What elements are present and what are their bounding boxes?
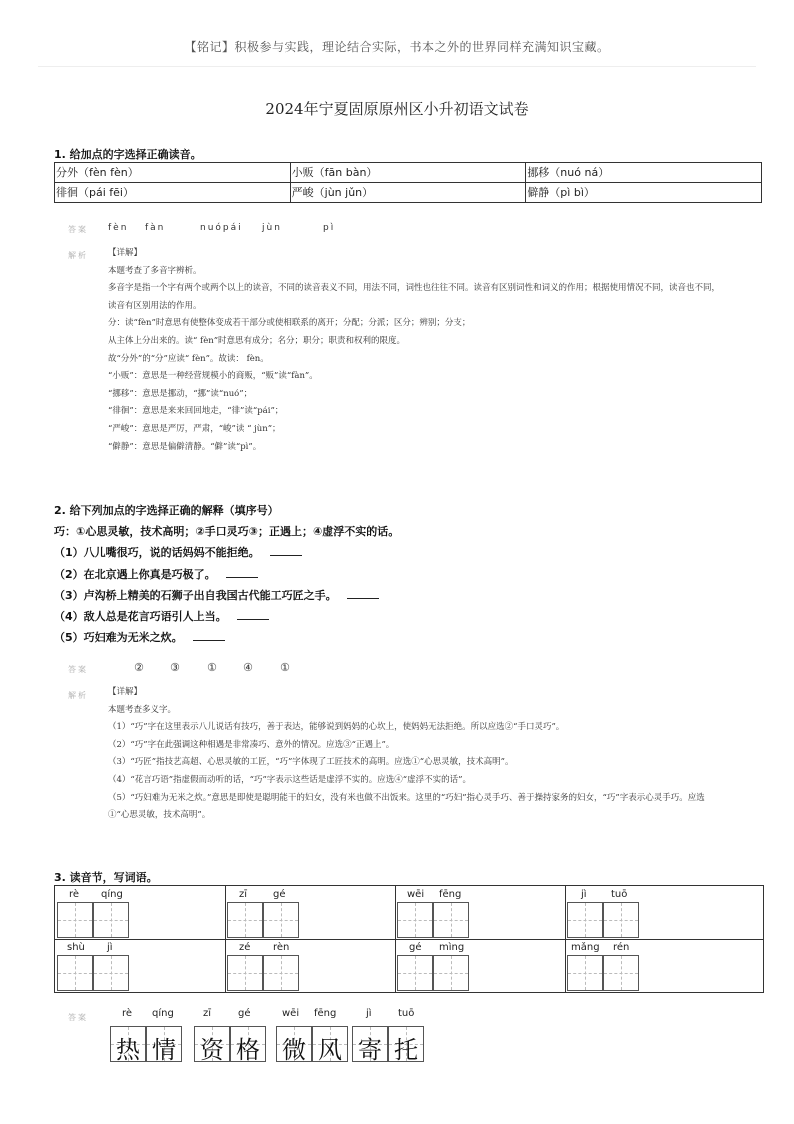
answer-character: 资	[200, 1036, 224, 1064]
answer-box	[352, 1026, 388, 1062]
pinyin-label: rèn	[273, 942, 290, 953]
writing-box[interactable]	[397, 955, 433, 991]
pinyin-label: gé	[273, 889, 286, 900]
question-2-item	[54, 587, 379, 603]
writing-box[interactable]	[603, 902, 639, 938]
answer-item: fèn	[108, 223, 129, 233]
answer-box	[230, 1026, 266, 1062]
answer-blank[interactable]	[347, 588, 379, 599]
answer-character: 寄	[358, 1036, 382, 1064]
pinyin-label: shù	[67, 942, 85, 953]
answer-box	[110, 1026, 146, 1062]
answer-blank[interactable]	[237, 609, 269, 620]
detail-heading: 【详解】	[108, 687, 143, 697]
pinyin-label: jì	[107, 942, 113, 953]
pinyin-label: gé	[409, 942, 422, 953]
pinyin-label: wēi	[282, 1008, 300, 1019]
question-1-answers	[108, 223, 408, 235]
header-divider	[38, 66, 756, 67]
question-3-heading: 3. 读音节，写词语。	[54, 871, 158, 884]
question-2-item	[54, 544, 302, 560]
answer-box	[194, 1026, 230, 1062]
question-2-item	[54, 566, 258, 582]
answer-character: 热	[116, 1036, 140, 1064]
analysis-line: “挪移”：意思是挪动，“挪”读“nuó”；	[108, 388, 253, 399]
question-2-options: 巧：①心思灵敏，技术高明；②手口灵巧③；正遇上；④虚浮不实的话。	[54, 525, 400, 538]
answer-item: ④	[243, 661, 253, 674]
analysis-line: （1）“巧”字在这里表示八儿说话有技巧，善于表达，能够说到妈妈的心坎上，使妈妈无法拒绝。所以应选②“手口灵巧”。	[108, 722, 565, 733]
writing-box[interactable]	[57, 955, 93, 991]
pinyin-label: fēng	[439, 889, 462, 900]
question-2-item	[54, 608, 269, 624]
question-2-analysis	[108, 684, 720, 825]
answer-character: 微	[282, 1036, 306, 1064]
writing-box[interactable]	[263, 955, 299, 991]
answer-item: jùn	[262, 223, 282, 233]
answer-character: 情	[152, 1036, 176, 1064]
pinyin-label: zī	[239, 889, 248, 900]
item-text: （2）在北京遇上你真是巧极了。	[54, 568, 216, 581]
answer-item: nuópái	[200, 223, 243, 233]
table-cell: 僻静（pì bì）	[526, 183, 762, 203]
header-motto: 【铭记】积极参与实践，理论结合实际，书本之外的世界同样充满知识宝藏。	[184, 40, 610, 54]
table-cell: 小贩（fān bàn）	[290, 163, 526, 183]
writing-box[interactable]	[93, 955, 129, 991]
answer-label: 答案	[68, 1013, 88, 1022]
question-2-answers	[0, 661, 794, 677]
pinyin-label: qíng	[101, 889, 123, 900]
answer-item: ①	[280, 661, 290, 674]
writing-box[interactable]	[263, 902, 299, 938]
answer-pinyin-row	[0, 1008, 794, 1022]
answer-item: fàn	[145, 223, 166, 233]
question-2-item	[54, 629, 225, 645]
question-2-heading: 2. 给下列加点的字选择正确的解释（填序号）	[54, 504, 279, 517]
analysis-line: （5）“巧妇难为无米之炊。”意思是即使是聪明能干的妇女，没有米也做不出饭来。这里的“巧妇”指心灵手巧、善于操持家务的妇女，“巧”字表示心灵手巧。应选①“心思灵敏，技术高明”。	[108, 792, 705, 821]
analysis-label: 解析	[68, 691, 88, 700]
writing-box[interactable]	[397, 902, 433, 938]
analysis-line: 本题考查多义字。	[108, 704, 177, 715]
answer-box	[388, 1026, 424, 1062]
table-cell: 分外（fèn fèn）	[55, 163, 291, 183]
item-text: （1）八儿嘴很巧，说的话妈妈不能拒绝。	[54, 546, 260, 559]
page-title: 2024年宁夏固原原州区小升初语文试卷	[265, 100, 529, 118]
pinyin-label: tuō	[398, 1008, 415, 1019]
table-cell: 挪移（nuó ná）	[526, 163, 762, 183]
pinyin-label: rè	[69, 889, 80, 900]
table-row	[55, 163, 762, 183]
writing-box[interactable]	[227, 955, 263, 991]
answer-label: 答案	[68, 665, 88, 674]
writing-box[interactable]	[567, 902, 603, 938]
pinyin-label: wēi	[407, 889, 425, 900]
pinyin-label: gé	[238, 1008, 251, 1019]
analysis-line: 本题考查了多音字辨析。	[108, 265, 202, 276]
answer-label: 答案	[68, 225, 88, 234]
answer-character-row	[0, 1022, 794, 1062]
writing-box[interactable]	[567, 955, 603, 991]
pinyin-label: zé	[239, 942, 251, 953]
answer-item: pì	[323, 223, 336, 233]
analysis-label: 解析	[68, 251, 88, 260]
answer-item: ①	[207, 661, 217, 674]
writing-box[interactable]	[227, 902, 263, 938]
answer-character: 风	[318, 1036, 342, 1064]
pinyin-label: jì	[366, 1008, 372, 1019]
pinyin-label: mìng	[439, 942, 465, 953]
analysis-line: （4）“花言巧语”指虚假而动听的话，“巧”字表示这些话是虚浮不实的。应选④“虚浮不实的话”。	[108, 774, 471, 785]
detail-heading: 【详解】	[108, 248, 143, 258]
answer-character: 托	[394, 1036, 418, 1064]
answer-blank[interactable]	[270, 545, 302, 556]
answer-item: ③	[170, 661, 180, 674]
pinyin-label: tuō	[611, 889, 628, 900]
question-1-table	[54, 162, 762, 203]
answer-box	[276, 1026, 312, 1062]
analysis-line: 故“分外”的“分”应读“ fèn”。故读： fèn。	[108, 353, 269, 364]
answer-box	[312, 1026, 348, 1062]
answer-blank[interactable]	[226, 567, 258, 578]
item-text: （5）巧妇难为无米之炊。	[54, 631, 183, 644]
answer-item: ②	[134, 661, 144, 674]
analysis-line: 多音字是指一个字有两个或两个以上的读音，不同的读音表义不同，用法不同，词性也往往不同。读音有区别词性和词义的作用；根据使用情况不同，读音也不同，读音有区别用法的作用。	[108, 283, 721, 311]
item-text: （3）卢沟桥上精美的石狮子出自我国古代能工巧匠之手。	[54, 589, 337, 602]
pinyin-label: zī	[203, 1008, 212, 1019]
analysis-line: 分：读“fèn”时意思有使整体变成若干部分或使相联系的离开；分配；分派；区分；辨别；分支；	[108, 318, 471, 329]
table-cell: 徘徊（pái fēi）	[55, 183, 291, 203]
analysis-line: 从主体上分出来的。读“ fèn”时意思有成分；名分；职分；职责和权利的限度。	[108, 335, 406, 346]
item-text: （4）敌人总是花言巧语引人上当。	[54, 610, 227, 623]
answer-blank[interactable]	[193, 630, 225, 641]
analysis-line: “严峻”：意思是严厉，严肃，“峻”读 “ jùn”；	[108, 423, 281, 434]
writing-box[interactable]	[433, 955, 469, 991]
analysis-line: “徘徊”：意思是来来回回地走，“徘”读“pái”；	[108, 406, 284, 417]
pinyin-label: fēng	[314, 1008, 337, 1019]
question-1-analysis	[108, 245, 720, 456]
table-row	[55, 183, 762, 203]
analysis-line: “僻静”：意思是偏僻清静。“僻”读“pì”。	[108, 441, 262, 452]
question-3-writing-grid	[54, 885, 764, 993]
analysis-line: （3）“巧匠”指技艺高超、心思灵敏的工匠，“巧”字体现了工匠技术的高明。应选①“心思灵敏，技术高明”。	[108, 757, 514, 768]
writing-box[interactable]	[603, 955, 639, 991]
row-divider	[55, 939, 763, 940]
analysis-line: “小贩”：意思是一种经营规模小的商贩，“贩”读“fàn”。	[108, 371, 318, 382]
question-1-heading: 1. 给加点的字选择正确读音。	[54, 148, 202, 161]
pinyin-label: qíng	[152, 1008, 174, 1019]
writing-box[interactable]	[93, 902, 129, 938]
pinyin-label: rè	[122, 1008, 133, 1019]
pinyin-label: mǎng	[571, 942, 600, 953]
pinyin-label: jì	[581, 889, 587, 900]
writing-box[interactable]	[433, 902, 469, 938]
writing-box[interactable]	[57, 902, 93, 938]
table-cell: 严峻（jùn jǔn）	[290, 183, 526, 203]
answer-box	[146, 1026, 182, 1062]
pinyin-label: rén	[613, 942, 630, 953]
analysis-line: （2）“巧”字在此强调这种相遇是非常凑巧、意外的情况。应选③“正遇上”。	[108, 739, 395, 750]
answer-character: 格	[236, 1036, 260, 1064]
